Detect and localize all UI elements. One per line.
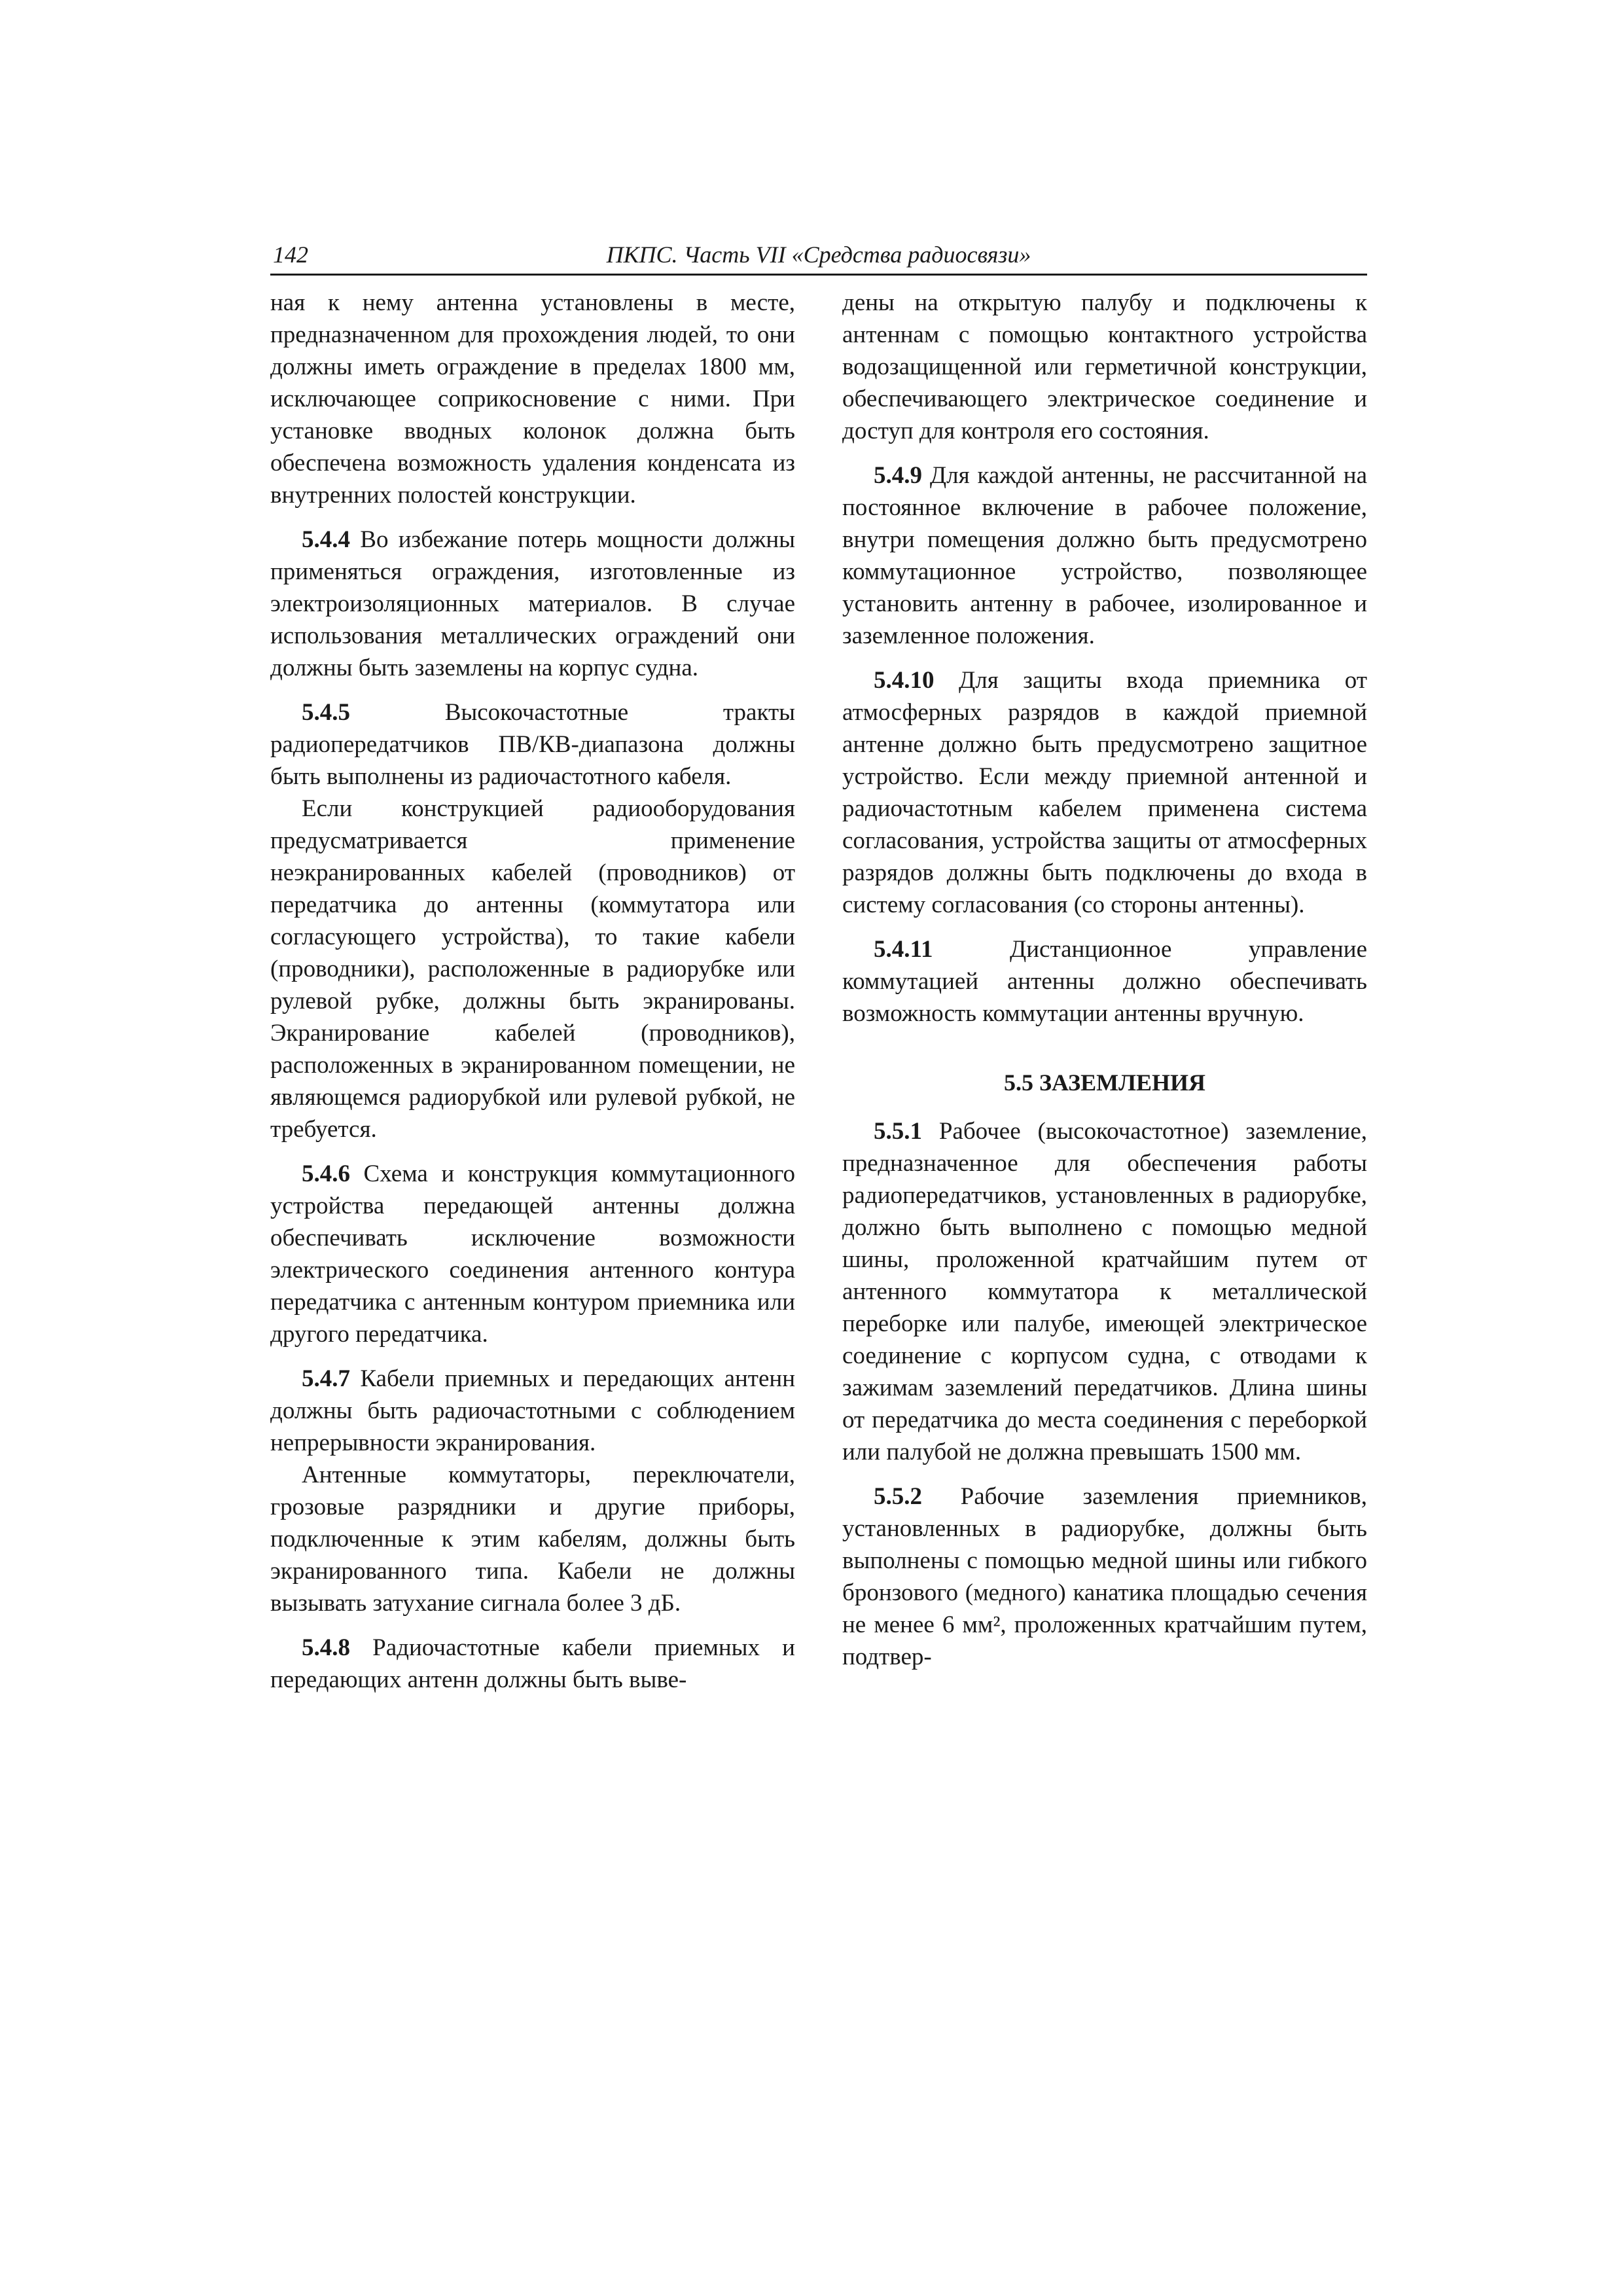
paragraph-text: Кабели приемных и передающих антенн должны быть радиочастотными с соблюдением непрерывности экранирования. [270,1365,795,1456]
paragraph-text: Рабочее (высокочастотное) заземление, предназначенное для обеспечения работы радиопередатчиков, установленных в радиорубке, должно быть выполнено с помощью медной шины, проложенной кратчайшим путем от антенного коммутатора к металлической переборке или палубе, имеющей электрическое соединение с корпусом судна, с отводами к зажимам заземлений передатчиков. Длина шины от передатчика до места соединения с переборкой или палубой не должна превышать 1500 мм. [842,1118,1367,1465]
item-number: 5.4.9 [874,462,922,489]
right-column [842,287,1367,1673]
paragraph-5-4-9 [842,459,1367,652]
paragraph-5-4-6 [270,1158,795,1350]
paragraph-text: Во избежание потерь мощности должны применяться ограждения, изготовленные из электроизоляционных материалов. В случае использования металлических ограждений они должны быть заземлены на корпус судна. [270,526,795,681]
paragraph-5-4-8 [270,1632,795,1696]
page-header [270,237,1367,276]
paragraph-text: Схема и конструкция коммутационного устройства передающей антенны должна обеспечивать исключение возможности электрического соединения антенного контура передатчика с антенным контуром приемника или другого передатчика. [270,1160,795,1348]
paragraph-text: Для защиты входа приемника от атмосферных разрядов в каждой приемной антенне должно быть предусмотрено защитное устройство. Если между приемной антенной и радиочастотным кабелем применена система согласования, устройства защиты от атмосферных разрядов должны быть подключены до входа в систему согласования (со стороны антенны). [842,667,1367,918]
paragraph-5-4-11 [842,933,1367,1030]
item-number: 5.4.6 [302,1160,350,1187]
item-number: 5.5.1 [874,1118,922,1145]
item-number: 5.4.4 [302,526,350,553]
running-title: ПКПС. Часть VII «Средства радиосвязи» [606,242,1031,268]
paragraph-5-4-7 [270,1363,795,1459]
item-number: 5.4.7 [302,1365,350,1392]
item-number: 5.4.11 [874,936,933,963]
paragraph-continued: дены на открытую палубу и подключены к антеннам с помощью контактного устройства водозащищенной или герметичной конструкции, обеспечивающего электрическое соединение и доступ для контроля его состояния. [842,289,1367,444]
paragraph-text: Радиочастотные кабели приемных и передающих антенн должны быть выве- [270,1634,795,1693]
paragraph-5-4-5 [270,696,795,793]
paragraph-5-5-1 [842,1115,1367,1468]
item-number: 5.5.2 [874,1483,922,1510]
left-column [270,287,795,1696]
paragraph-5-4-5-continuation: Если конструкцией радиооборудования предусматривается применение неэкранированных кабелей (проводников) от передатчика до антенны (коммутатора или согласующего устройства), то такие кабели (проводники), расположенные в радиорубке или рулевой рубке, должны быть экранированы. Экранирование кабелей (проводников), расположенных в экранированном помещении, не являющемся радиорубкой или рулевой рубкой, не требуется. [270,795,795,1143]
paragraph-continued: ная к нему антенна установлены в месте, предназначенном для прохождения людей, то они должны иметь ограждение в пределах 1800 мм, исключающее соприкосновение с ними. При установке вводных колонок должна быть обеспечена возможность удаления конденсата из внутренних полостей конструкции. [270,289,795,509]
paragraph-5-4-7-continuation: Антенные коммутаторы, переключатели, грозовые разрядники и другие приборы, подключенные к этим кабелям, должны быть экранированного типа. Кабели не должны вызывать затухание сигнала более 3 дБ. [270,1462,795,1617]
page-number: 142 [273,242,308,268]
paragraph-text: Высокочастотные тракты радиопередатчиков ПВ/КВ-диапазона должны быть выполнены из радиочастотного кабеля. [270,699,795,790]
paragraph-text: Дистанционное управление коммутацией антенны должно обеспечивать возможность коммутации антенны вручную. [842,936,1367,1027]
item-number: 5.4.5 [302,699,350,726]
item-number: 5.4.10 [874,667,935,694]
item-number: 5.4.8 [302,1634,350,1661]
paragraph-5-4-10 [842,664,1367,921]
section-heading: 5.5 ЗАЗЕМЛЕНИЯ [1004,1069,1205,1096]
paragraph-5-5-2 [842,1480,1367,1673]
paragraph-5-4-4 [270,524,795,684]
paragraph-text: Для каждой антенны, не рассчитанной на постоянное включение в рабочее положение, внутри помещения должно быть предусмотрено коммутационное устройство, позволяющее установить антенну в рабочее, изолированное и заземленное положения. [842,462,1367,649]
paragraph-text: Рабочие заземления приемников, установленных в радиорубке, должны быть выполнены с помощью медной шины или гибкого бронзового (медного) канатика площадью сечения не менее 6 мм², проложенных кратчайшим путем, подтвер- [842,1483,1367,1670]
